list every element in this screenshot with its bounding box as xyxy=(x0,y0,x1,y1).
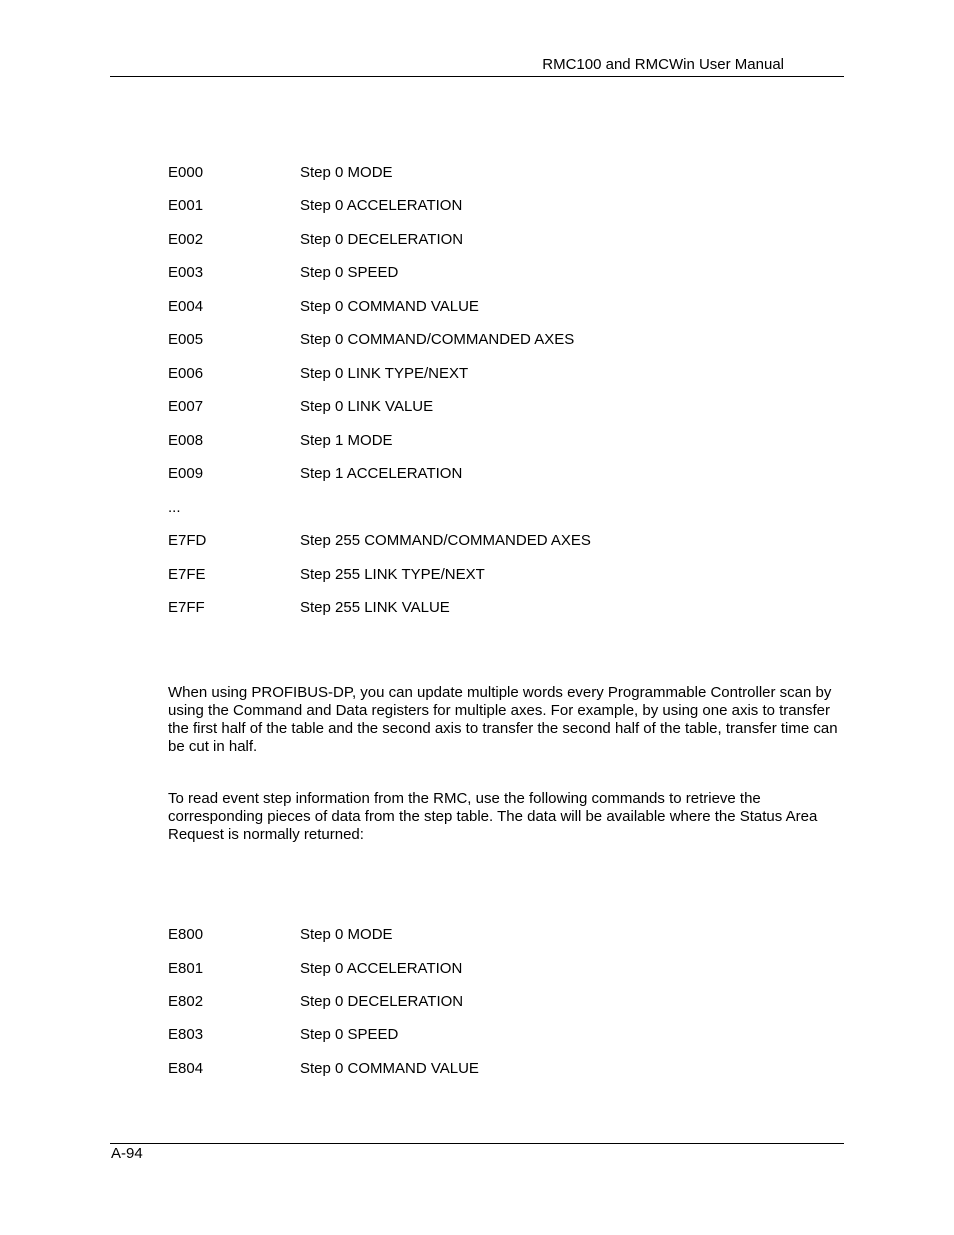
command-description: Step 0 DECELERATION xyxy=(300,231,464,248)
command-code: E7FE xyxy=(168,566,206,583)
command-code: E802 xyxy=(168,993,204,1010)
page-header-title: RMC100 and RMCWin User Manual xyxy=(542,56,784,73)
command-description: Step 0 DECELERATION xyxy=(300,993,464,1010)
command-description: Step 0 ACCELERATION xyxy=(300,960,463,977)
command-description: Step 0 COMMAND VALUE xyxy=(300,1060,479,1077)
command-description: Step 0 LINK VALUE xyxy=(300,398,434,415)
command-code: ... xyxy=(168,499,181,516)
command-description: Step 0 SPEED xyxy=(300,1026,399,1043)
command-code: E7FD xyxy=(168,532,207,549)
header-rule xyxy=(110,76,844,77)
command-description: Step 255 COMMAND/COMMANDED AXES xyxy=(300,532,591,549)
command-code: E003 xyxy=(168,264,204,281)
read-paragraph: To read event step information from the RMC, use the following commands to retrieve the corresponding pieces of data from the step table. The data will be available where the Status Area Request is normally returned: xyxy=(168,790,818,843)
command-description: Step 1 ACCELERATION xyxy=(300,465,463,482)
command-code: E007 xyxy=(168,398,204,415)
command-code: E7FF xyxy=(168,599,205,616)
command-code: E009 xyxy=(168,465,204,482)
profibus-paragraph: When using PROFIBUS-DP, you can update multiple words every Programmable Controller scan by using the Command and Data registers for multiple axes. For example, by using one axis to transfer the first half of the table and the second axis to transfer the second half of the table, transfer time can be cut in half. xyxy=(168,684,838,755)
command-code: E803 xyxy=(168,1026,204,1043)
command-description: Step 0 COMMAND VALUE xyxy=(300,298,479,315)
command-code: E005 xyxy=(168,331,204,348)
page-number: A-94 xyxy=(111,1145,143,1162)
command-code: E801 xyxy=(168,960,204,977)
command-code: E004 xyxy=(168,298,204,315)
command-description: Step 255 LINK TYPE/NEXT xyxy=(300,566,485,583)
command-description: Step 0 MODE xyxy=(300,926,393,943)
footer-rule xyxy=(110,1143,844,1144)
command-description: Step 0 MODE xyxy=(300,164,393,181)
command-code: E800 xyxy=(168,926,204,943)
command-code: E006 xyxy=(168,365,204,382)
command-description: Step 0 SPEED xyxy=(300,264,399,281)
command-code: E008 xyxy=(168,432,204,449)
command-description: Step 255 LINK VALUE xyxy=(300,599,450,616)
command-description: Step 0 COMMAND/COMMANDED AXES xyxy=(300,331,575,348)
command-description: Step 0 LINK TYPE/NEXT xyxy=(300,365,469,382)
command-code: E001 xyxy=(168,197,204,214)
command-code: E002 xyxy=(168,231,204,248)
command-code: E000 xyxy=(168,164,204,181)
command-code: E804 xyxy=(168,1060,204,1077)
command-description: Step 0 ACCELERATION xyxy=(300,197,463,214)
command-description: Step 1 MODE xyxy=(300,432,393,449)
